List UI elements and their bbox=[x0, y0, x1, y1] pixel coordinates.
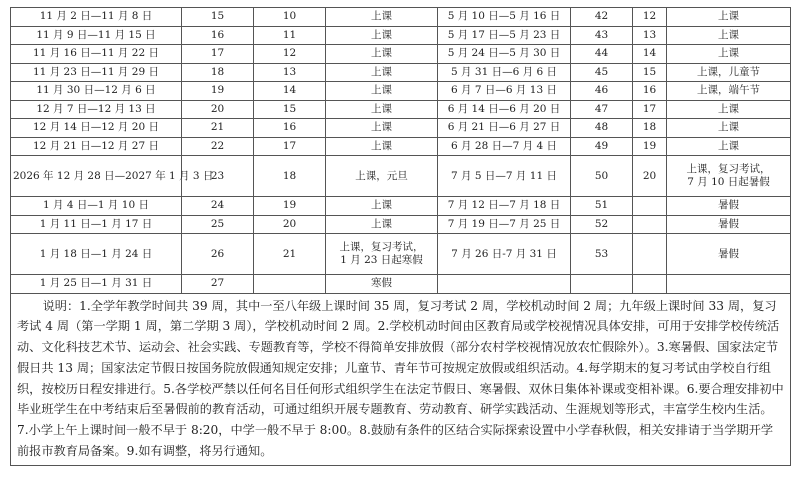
date-range: 11 月 2 日—11 月 8 日 bbox=[11, 8, 182, 27]
week-number: 15 bbox=[182, 8, 254, 27]
week-number-empty bbox=[571, 275, 633, 294]
week-number: 25 bbox=[182, 215, 254, 234]
teaching-week: 13 bbox=[254, 63, 326, 82]
remark-line: 1 月 23 日起寒假 bbox=[340, 254, 423, 266]
teaching-week: 17 bbox=[254, 137, 326, 156]
table-row bbox=[11, 234, 791, 275]
teaching-week bbox=[633, 215, 667, 234]
week-number: 43 bbox=[571, 26, 633, 45]
table-row bbox=[11, 45, 791, 64]
remark: 上课 bbox=[667, 45, 791, 64]
week-number: 50 bbox=[571, 156, 633, 197]
teaching-week: 18 bbox=[254, 156, 326, 197]
remark: 上课 bbox=[667, 26, 791, 45]
week-number: 52 bbox=[571, 215, 633, 234]
table-row bbox=[11, 100, 791, 119]
date-range: 6 月 14 日—6 月 20 日 bbox=[438, 100, 571, 119]
date-range: 6 月 21 日—6 月 27 日 bbox=[438, 119, 571, 138]
week-number: 17 bbox=[182, 45, 254, 64]
date-range: 12 月 21 日—12 月 27 日 bbox=[11, 137, 182, 156]
week-number: 47 bbox=[571, 100, 633, 119]
remark: 上课 bbox=[667, 100, 791, 119]
remark: 上课 bbox=[326, 63, 438, 82]
explanation-text: 1.全学年教学时间共 39 周，其中一至八年级上课时间 35 周，复习考试 2 周，学校机动时间 2 周；九年级上课时间 33 周，复习考试 4 周（第一学期 1 周，第二学期 3 周），学校机动时间 2 周。2.学校机动时间由区教育局或学校视情况具体安排，可用于安排学校传统活动、文化科技艺术节、运动会、社会实践、专题教育等，学校不得简单安排放假（部分农村学校视情况放农忙假除外）。3.寒暑假、国家法定节假日共 13 周；国家法定节假日按国务院放假通知规定安排；儿童节、青年节可按规定放假或组织活动。4.每学期末的复习考试由学校自行组织，按校历日程安排进行。5.各学校严禁以任何名目任何形式组织学生在法定节假日、寒暑假、双休日集体补课或变相补课。6.要合理安排初中毕业班学生在中考结束后至暑假前的教育活动，可通过组织开展专题教育、劳动教育、研学实践活动、生涯规划等形式，丰富学生校内生活。7.小学上午上课时间一般不早于 8:20，中学一般不早于 8:00。8.鼓励有条件的区结合实际探索设置中小学春秋假，相关安排请于当学期开学前报市教育局备案。9.如有调整，将另行通知。 bbox=[17, 298, 784, 459]
week-number: 20 bbox=[182, 100, 254, 119]
explanation-lead: 说明： bbox=[42, 298, 80, 313]
week-number: 27 bbox=[182, 275, 254, 294]
date-range: 5 月 24 日—5 月 30 日 bbox=[438, 45, 571, 64]
remark-line: 上课，复习考试， bbox=[686, 163, 771, 175]
week-number: 16 bbox=[182, 26, 254, 45]
teaching-week bbox=[254, 275, 326, 294]
date-range: 1 月 4 日—1 月 10 日 bbox=[11, 197, 182, 216]
table-row bbox=[11, 137, 791, 156]
week-number: 45 bbox=[571, 63, 633, 82]
week-number: 21 bbox=[182, 119, 254, 138]
week-number: 44 bbox=[571, 45, 633, 64]
week-number: 22 bbox=[182, 137, 254, 156]
remark-line: 上课，复习考试， bbox=[339, 241, 424, 253]
date-range: 5 月 31 日—6 月 6 日 bbox=[438, 63, 571, 82]
week-number: 26 bbox=[182, 234, 254, 275]
date-range: 1 月 11 日—1 月 17 日 bbox=[11, 215, 182, 234]
explanation-notes bbox=[11, 293, 791, 465]
table-row bbox=[11, 215, 791, 234]
date-range: 6 月 28 日—7 月 4 日 bbox=[438, 137, 571, 156]
date-range: 5 月 10 日—5 月 16 日 bbox=[438, 8, 571, 27]
date-range: 2026 年 12 月 28 日—2027 年 1 月 3 日 bbox=[11, 156, 182, 197]
teaching-week: 14 bbox=[254, 82, 326, 101]
teaching-week: 16 bbox=[254, 119, 326, 138]
calendar-page bbox=[10, 7, 790, 466]
table-row bbox=[11, 82, 791, 101]
teaching-week bbox=[633, 197, 667, 216]
week-number: 23 bbox=[182, 156, 254, 197]
week-number: 48 bbox=[571, 119, 633, 138]
remark: 暑假 bbox=[667, 215, 791, 234]
date-range: 7 月 12 日—7 月 18 日 bbox=[438, 197, 571, 216]
table-row bbox=[11, 119, 791, 138]
week-number: 51 bbox=[571, 197, 633, 216]
teaching-week: 12 bbox=[633, 8, 667, 27]
remark: 上课，儿童节 bbox=[667, 63, 791, 82]
remark: 上课 bbox=[667, 119, 791, 138]
week-number: 19 bbox=[182, 82, 254, 101]
week-number: 18 bbox=[182, 63, 254, 82]
remark: 上课 bbox=[326, 197, 438, 216]
date-range: 1 月 25 日—1 月 31 日 bbox=[11, 275, 182, 294]
explanation-row bbox=[11, 293, 791, 465]
week-number: 53 bbox=[571, 234, 633, 275]
teaching-week: 16 bbox=[633, 82, 667, 101]
remark: 上课 bbox=[326, 100, 438, 119]
teaching-week: 21 bbox=[254, 234, 326, 275]
school-calendar-table bbox=[10, 7, 791, 466]
teaching-week: 12 bbox=[254, 45, 326, 64]
date-range: 1 月 18 日—1 月 24 日 bbox=[11, 234, 182, 275]
remark: 上课，元旦 bbox=[326, 156, 438, 197]
remark: 上课 bbox=[326, 82, 438, 101]
date-range: 11 月 30 日—12 月 6 日 bbox=[11, 82, 182, 101]
remark: 上课，端午节 bbox=[667, 82, 791, 101]
teaching-week-empty bbox=[633, 275, 667, 294]
teaching-week: 19 bbox=[254, 197, 326, 216]
date-range: 12 月 7 日—12 月 13 日 bbox=[11, 100, 182, 119]
week-number: 49 bbox=[571, 137, 633, 156]
date-range: 11 月 16 日—11 月 22 日 bbox=[11, 45, 182, 64]
date-range: 12 月 14 日—12 月 20 日 bbox=[11, 119, 182, 138]
teaching-week: 15 bbox=[254, 100, 326, 119]
teaching-week: 13 bbox=[633, 26, 667, 45]
remark: 上课 bbox=[326, 119, 438, 138]
teaching-week: 14 bbox=[633, 45, 667, 64]
remark: 暑假 bbox=[667, 197, 791, 216]
date-range-empty bbox=[438, 275, 571, 294]
date-range: 5 月 17 日—5 月 23 日 bbox=[438, 26, 571, 45]
remark: 寒假 bbox=[326, 275, 438, 294]
teaching-week: 18 bbox=[633, 119, 667, 138]
date-range: 7 月 26 日-7 月 31 日 bbox=[438, 234, 571, 275]
remark: 上课 bbox=[667, 137, 791, 156]
table-row bbox=[11, 156, 791, 197]
teaching-week: 19 bbox=[633, 137, 667, 156]
remark: 上课 bbox=[326, 26, 438, 45]
teaching-week: 11 bbox=[254, 26, 326, 45]
teaching-week: 17 bbox=[633, 100, 667, 119]
week-number: 42 bbox=[571, 8, 633, 27]
remark: 暑假 bbox=[667, 234, 791, 275]
teaching-week: 15 bbox=[633, 63, 667, 82]
teaching-week bbox=[633, 234, 667, 275]
teaching-week: 20 bbox=[633, 156, 667, 197]
remark: 上课 bbox=[326, 215, 438, 234]
remark: 上课 bbox=[326, 8, 438, 27]
remark-line: 7 月 10 日起暑假 bbox=[687, 176, 770, 188]
table-row bbox=[11, 275, 791, 294]
remark: 上课 bbox=[326, 45, 438, 64]
week-number: 24 bbox=[182, 197, 254, 216]
table-row bbox=[11, 8, 791, 27]
date-range: 7 月 19 日—7 月 25 日 bbox=[438, 215, 571, 234]
week-number: 46 bbox=[571, 82, 633, 101]
date-range: 7 月 5 日—7 月 11 日 bbox=[438, 156, 571, 197]
date-range: 11 月 9 日—11 月 15 日 bbox=[11, 26, 182, 45]
remark: 上课 bbox=[326, 137, 438, 156]
remark-multiline bbox=[326, 234, 438, 275]
table-row bbox=[11, 63, 791, 82]
teaching-week: 10 bbox=[254, 8, 326, 27]
teaching-week: 20 bbox=[254, 215, 326, 234]
table-row bbox=[11, 197, 791, 216]
remark-multiline bbox=[667, 156, 791, 197]
date-range: 6 月 7 日—6 月 13 日 bbox=[438, 82, 571, 101]
date-range: 11 月 23 日—11 月 29 日 bbox=[11, 63, 182, 82]
remark-empty bbox=[667, 275, 791, 294]
remark: 上课 bbox=[667, 8, 791, 27]
table-row bbox=[11, 26, 791, 45]
